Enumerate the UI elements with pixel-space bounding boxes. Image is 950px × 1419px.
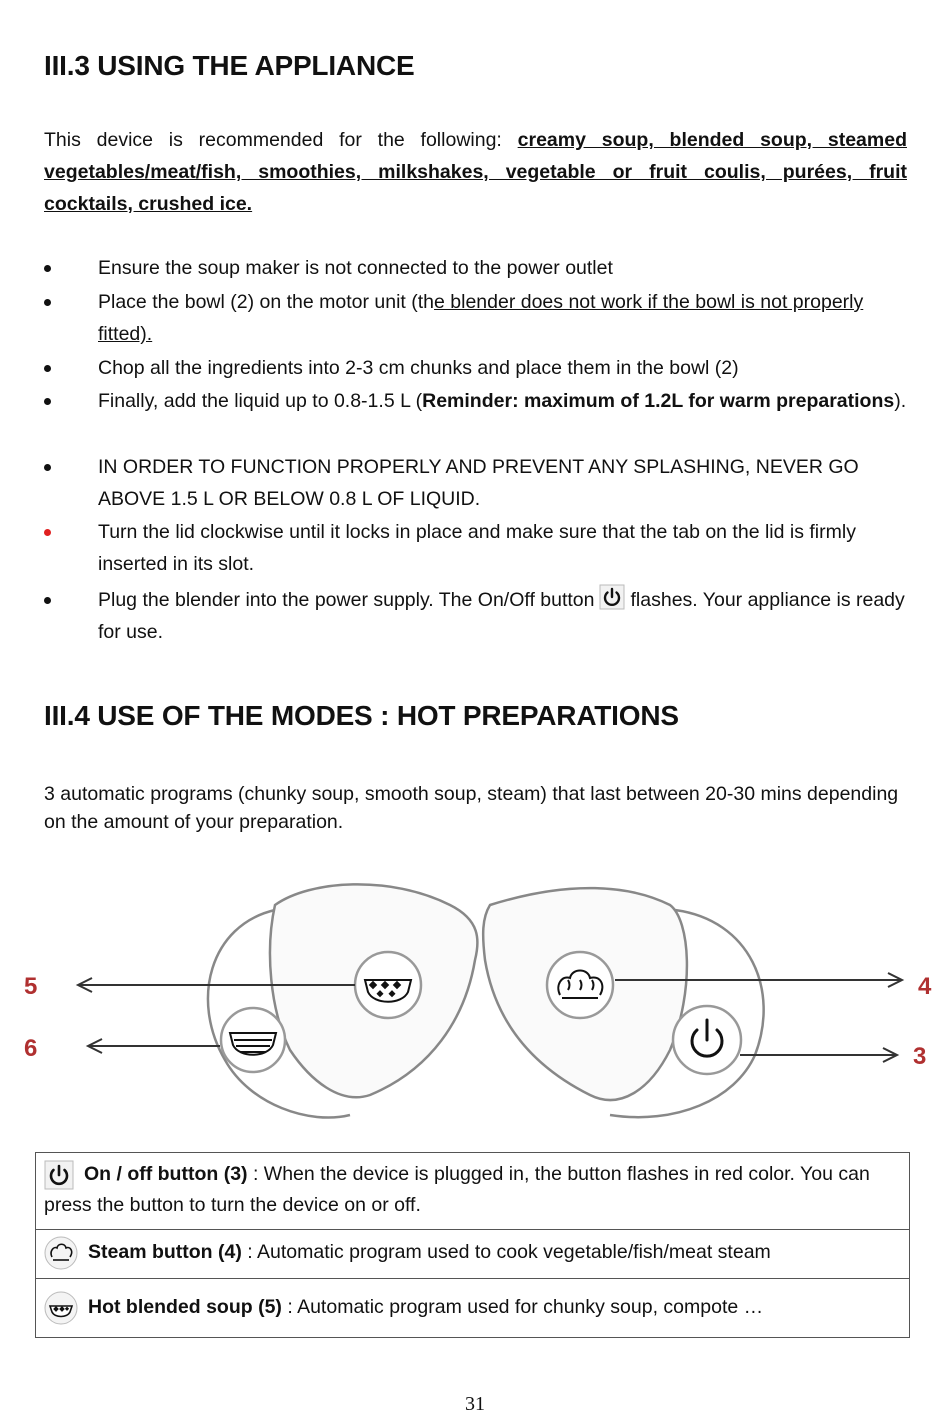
label-3: 3: [913, 1043, 927, 1070]
power-icon: [44, 1160, 74, 1190]
label-6: 6: [24, 1035, 38, 1062]
list-item: IN ORDER TO FUNCTION PROPERLY AND PREVENT ANY SPLASHING, NEVER GO ABOVE 1.5 L OR BELOW 0.8 L OF LIQUID.: [98, 451, 908, 515]
bullet-dot: [44, 597, 51, 604]
section-heading-using-appliance: III.3 USING THE APPLIANCE: [44, 50, 415, 81]
label-4: 4: [918, 973, 932, 1000]
buttons-table: [35, 1152, 910, 1338]
table-row: [36, 1230, 910, 1279]
table-row: [36, 1279, 910, 1338]
intro-uses: creamy soup, blended soup, steamed vegetables/meat/fish, smoothies, milkshakes, vegetable or fruit coulis, purées, fruit cocktails, crushed ice.: [44, 129, 907, 215]
bullet-dot: [44, 365, 51, 372]
section-heading-hot-preparations: III.4 USE OF THE MODES : HOT PREPARATIONS: [44, 700, 679, 731]
row-title: On / off button (3): [84, 1163, 248, 1185]
row-text: : Automatic program used for chunky soup, compote …: [281, 1296, 764, 1319]
bullet-dot-red: [44, 529, 51, 536]
list-item: Finally, add the liquid up to 0.8-1.5 L (Reminder: maximum of 1.2L for warm preparations).: [98, 385, 908, 417]
list-item: Plug the blender into the power supply. The On/Off button flashes. Your appliance is ready for use.: [98, 584, 908, 648]
list-item: Place the bowl (2) on the motor unit (the blender does not work if the bowl is not properly fitted).: [98, 286, 908, 350]
chunky-soup-icon: [44, 1291, 78, 1325]
row-text: : When the device is plugged in, the button flashes in red color. You can press the button to turn the device on or off.: [44, 1163, 870, 1216]
table-row: [36, 1153, 910, 1230]
intro-plain: This device is recommended for the following:: [44, 129, 518, 151]
control-panel-diagram: [10, 870, 940, 1130]
page-number: 31: [465, 1393, 485, 1415]
label-5: 5: [24, 973, 38, 1000]
modes-intro: 3 automatic programs (chunky soup, smooth soup, steam) that last between 20-30 mins depending on the amount of your preparation.: [44, 783, 899, 833]
bullet-dot: [44, 299, 51, 306]
list-item: Ensure the soup maker is not connected to the power outlet: [98, 252, 908, 284]
row-title: Hot blended soup (5): [88, 1296, 282, 1319]
list-item: Chop all the ingredients into 2-3 cm chunks and place them in the bowl (2): [98, 352, 908, 384]
row-text: : Automatic program used to cook vegetable/fish/meat steam: [241, 1241, 771, 1264]
bullet-dot: [44, 398, 51, 405]
list-item: Turn the lid clockwise until it locks in place and make sure that the tab on the lid is firmly inserted in its slot.: [98, 516, 908, 580]
bullet-dot: [44, 464, 51, 471]
steam-icon: [44, 1236, 78, 1270]
intro-paragraph: [44, 124, 907, 220]
bullet-dot: [44, 265, 51, 272]
power-icon: [599, 584, 625, 610]
row-title: Steam button (4): [88, 1241, 242, 1264]
